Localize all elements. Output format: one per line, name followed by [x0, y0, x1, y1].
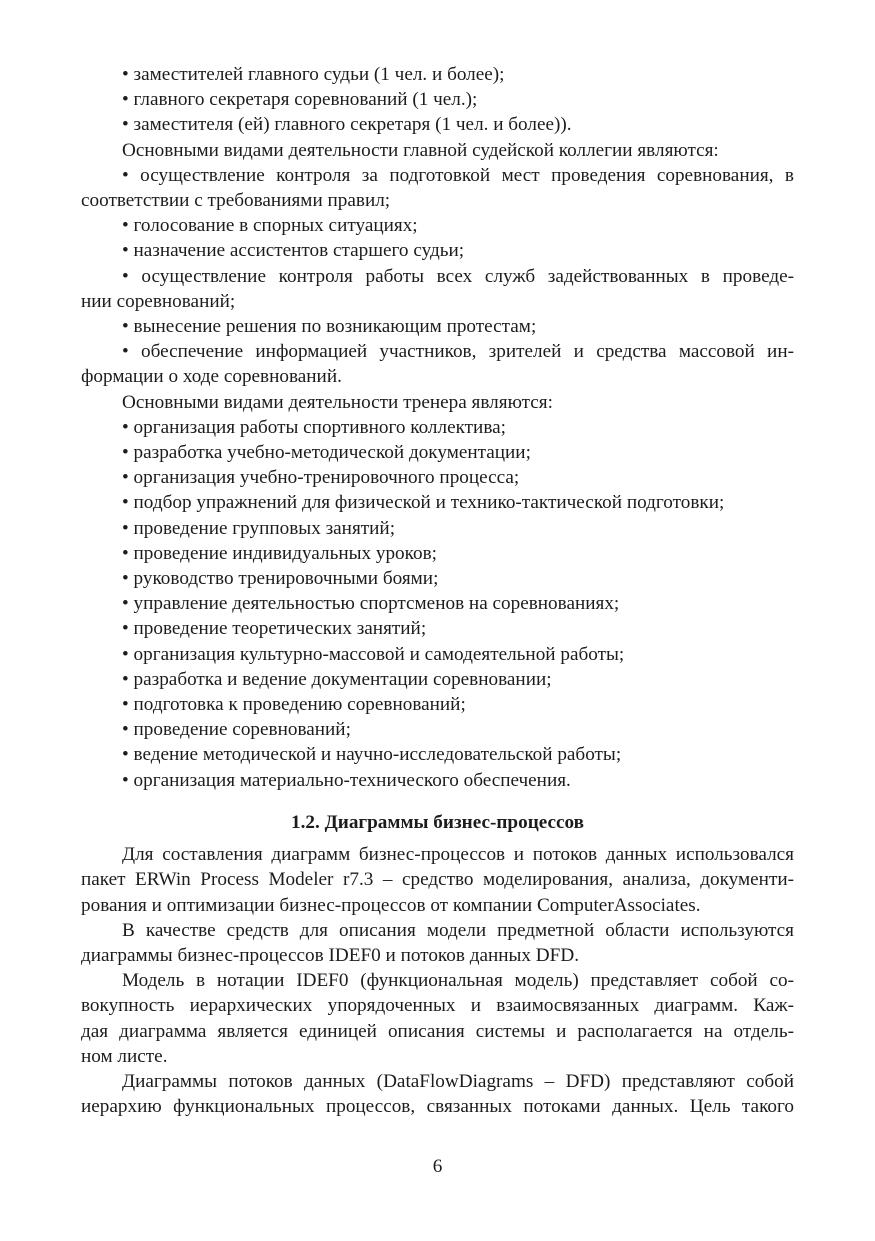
paragraph-line: иерархию функциональных процессов, связанных потоками данных. Цель такого [81, 1096, 794, 1118]
list-item: • разработка и ведение документации соревновании; [122, 668, 552, 690]
list-item: • разработка учебно-методической документации; [122, 442, 531, 464]
list-item: • организация учебно-тренировочного процесса; [122, 467, 520, 489]
paragraph-line: Диаграммы потоков данных (DataFlowDiagrams – DFD) представляют собой [122, 1070, 794, 1092]
paragraph-line: пакет ERWin Process Modeler r7.3 – средство моделирования, анализа, документи- [81, 869, 794, 891]
paragraph-line: ном листе. [81, 1045, 168, 1067]
list-item: • подготовка к проведению соревнований; [122, 694, 466, 716]
paragraph-intro: Основными видами деятельности главной судейской коллегии являются: [122, 139, 719, 161]
list-item: • проведение групповых занятий; [122, 517, 396, 539]
list-judges-deputies [81, 62, 794, 138]
section-heading: 1.2. Диаграммы бизнес-процессов [290, 811, 585, 833]
list-item: • проведение теоретических занятий; [122, 618, 427, 640]
list-item: • организация культурно-массовой и самодеятельной работы; [122, 643, 625, 665]
paragraph [81, 968, 794, 1069]
page-body [81, 62, 794, 1119]
judging-board-activities [81, 138, 794, 390]
list-item: • осуществление контроля за подготовкой мест проведения соревнования, в [122, 164, 794, 186]
paragraph [81, 842, 794, 918]
list-item: • организация работы спортивного коллектива; [122, 416, 506, 438]
paragraph-line: дая диаграмма является единицей описания системы и располагается на отдель- [81, 1020, 794, 1042]
list-item: • заместителя (ей) главного секретаря (1 чел. и более)). [122, 114, 572, 136]
list-item: • осуществление контроля работы всех служб задействованных в проведе- [122, 265, 794, 287]
list-item: • голосование в спорных ситуациях; [122, 215, 418, 237]
page-number: 6 [432, 1156, 443, 1177]
list-item: • главного секретаря соревнований (1 чел.); [122, 89, 478, 111]
list-item: • проведение соревнований; [122, 719, 351, 741]
paragraph-line: В качестве средств для описания модели предметной области используются [122, 919, 794, 941]
paragraph-line: диаграммы бизнес-процессов IDEF0 и потоков данных DFD. [81, 944, 579, 966]
list-item-continuation: соответствии с требованиями правил; [81, 190, 391, 212]
paragraph-intro: Основными видами деятельности тренера являются: [122, 391, 553, 413]
paragraph-line: вокупность иерархических упорядоченных и взаимосвязанных диаграмм. Каж- [81, 995, 794, 1017]
paragraph-line: рования и оптимизации бизнес-процессов от компании ComputerAssociates. [81, 894, 701, 916]
list-item: • управление деятельностью спортсменов на соревнованиях; [122, 593, 620, 615]
list-item: • проведение индивидуальных уроков; [122, 542, 437, 564]
list-item: • вынесение решения по возникающим протестам; [122, 316, 537, 338]
list-item: • заместителей главного судьи (1 чел. и более); [122, 64, 505, 85]
list-item: • подбор упражнений для физической и технико-тактической подготовки; [122, 492, 725, 514]
coach-activities [81, 390, 794, 793]
list-item: • обеспечение информацией участников, зрителей и средства массовой ин- [122, 341, 794, 363]
paragraph-line: Для составления диаграмм бизнес-процессов и потоков данных использовался [122, 844, 794, 866]
list-item: • организация материально-технического обеспечения. [122, 769, 571, 791]
list-item-continuation: нии соревнований; [81, 290, 236, 312]
paragraph [81, 918, 794, 968]
paragraph [81, 1069, 794, 1119]
list-item: • ведение методической и научно-исследовательской работы; [122, 744, 622, 766]
paragraph-line: Модель в нотации IDEF0 (функциональная модель) представляет собой со- [122, 970, 794, 992]
list-item: • назначение ассистентов старшего судьи; [122, 240, 465, 262]
list-item: • руководство тренировочными боями; [122, 568, 439, 590]
list-item-continuation: формации о ходе соревнований. [81, 366, 342, 388]
